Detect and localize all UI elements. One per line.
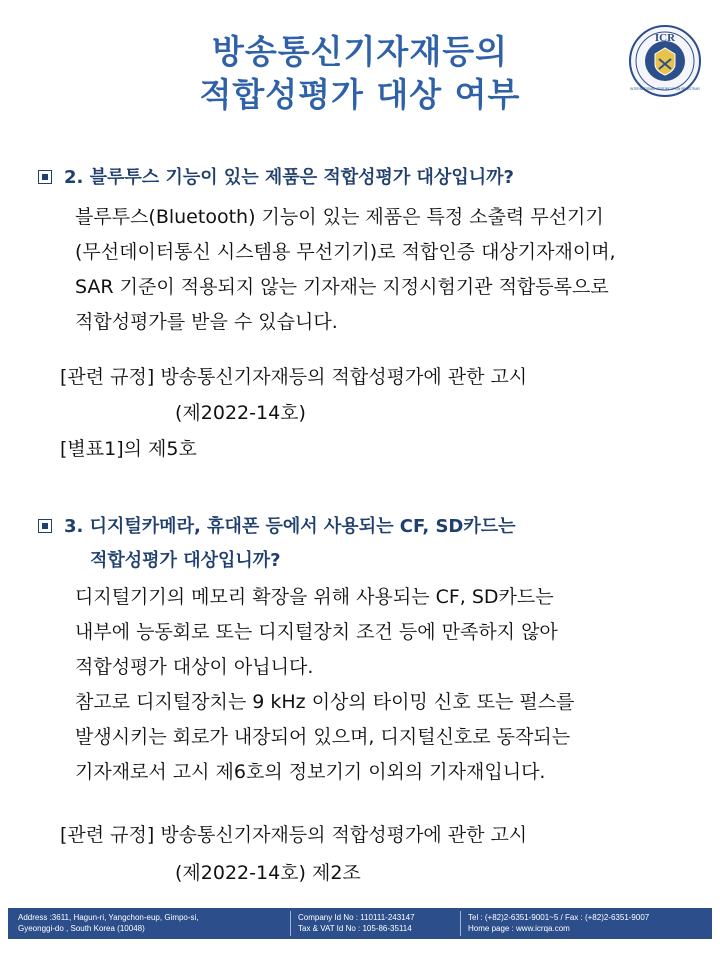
section-3-answer-line: 발생시키는 회로가 내장되어 있으며, 디지털신호로 동작되는 — [75, 726, 571, 748]
title-line-2: 적합성평가 대상 여부 — [199, 75, 521, 114]
section-2-ref-line-1: [관련 규정] 방송통신기자재등의 적합성평가에 관한 고시 — [60, 366, 528, 388]
logo-ring-text: INTERNATIONAL CERTIFICATION REGISTRAR — [630, 87, 700, 91]
section-3-answer-line: 내부에 능동회로 또는 디지털장치 조건 등에 만족하지 않아 — [75, 621, 558, 643]
section-2-question-text: 2. 블루투스 기능이 있는 제품은 적합성평가 대상입니까? — [64, 167, 514, 188]
footer-divider — [290, 911, 291, 936]
logo-text: ICR — [654, 32, 676, 44]
page-title — [0, 30, 720, 116]
section-2-answer-line: (무선데이터통신 시스템용 무선기기)로 적합인증 대상기자재이며, — [75, 241, 616, 263]
footer-vat-id: Tax & VAT Id No : 105-86-35114 — [298, 924, 412, 933]
section-3-answer-line: 기자재로서 고시 제6호의 정보기기 이외의 기자재입니다. — [75, 761, 546, 783]
square-bullet-icon — [38, 519, 52, 533]
icr-logo — [628, 24, 702, 98]
footer-company-id: Company Id No : 110111-243147 — [298, 913, 415, 922]
footer-address-line-1: Address :3611, Hagun-ri, Yangchon-eup, Gimpo-si, — [18, 913, 199, 922]
section-3-question — [38, 512, 516, 538]
section-3-question-text-1: 3. 디지털카메라, 휴대폰 등에서 사용되는 CF, SD카드는 — [64, 516, 516, 537]
section-2-ref-line-3: [별표1]의 제5호 — [60, 438, 197, 460]
section-2-ref-line-2: (제2022-14호) — [175, 402, 306, 424]
footer-homepage[interactable]: Home page : www.icrqa.com — [468, 924, 570, 933]
footer-address-line-2: Gyeonggi-do , South Korea (10048) — [18, 924, 145, 933]
square-bullet-icon — [38, 170, 52, 184]
footer-divider — [460, 911, 461, 936]
section-3-question-text-2: 적합성평가 대상입니까? — [90, 550, 281, 571]
section-3-ref-line-1: [관련 규정] 방송통신기자재등의 적합성평가에 관한 고시 — [60, 824, 528, 846]
footer-bar — [8, 908, 712, 939]
footer-company-ids — [298, 912, 415, 934]
footer-contact — [468, 912, 649, 934]
section-3-answer-line: 적합성평가 대상이 아닙니다. — [75, 656, 314, 678]
section-3-answer-line: 디지털기기의 메모리 확장을 위해 사용되는 CF, SD카드는 — [75, 586, 554, 608]
section-2-answer-line: 적합성평가를 받을 수 있습니다. — [75, 311, 338, 333]
section-2-answer-line: 블루투스(Bluetooth) 기능이 있는 제품은 특정 소출력 무선기기 — [75, 206, 604, 228]
footer-address — [18, 912, 199, 934]
title-line-1: 방송통신기자재등의 — [212, 32, 508, 71]
section-2-question — [38, 163, 514, 189]
section-3-answer-line: 참고로 디지털장치는 9 kHz 이상의 타이밍 신호 또는 펄스를 — [75, 691, 575, 713]
section-2-answer-line: SAR 기준이 적용되지 않는 기자재는 지정시험기관 적합등록으로 — [75, 276, 609, 298]
footer-tel: Tel : (+82)2-6351-9001~5 / Fax : (+82)2-6351-9007 — [468, 913, 650, 922]
section-3-question-cont — [90, 546, 281, 572]
section-3-ref-line-2: (제2022-14호) 제2조 — [175, 862, 361, 884]
